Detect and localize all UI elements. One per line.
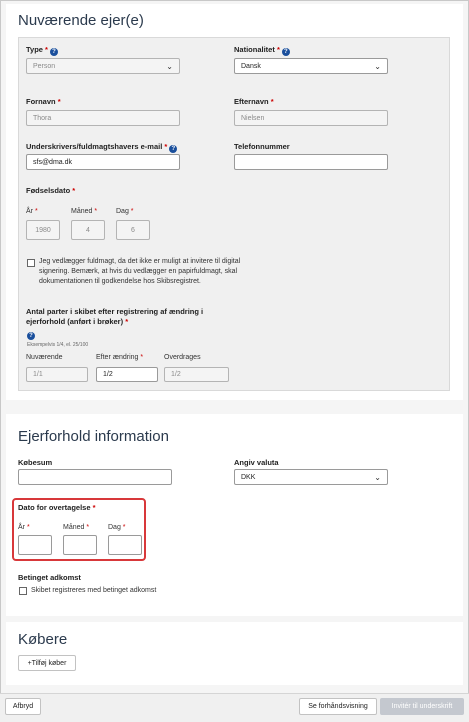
birth-month-input[interactable]: 4: [71, 220, 105, 240]
transfer-day-label: Dag *: [108, 524, 126, 531]
currency-select[interactable]: [234, 469, 388, 485]
phone-label: Telefonnummer: [234, 142, 290, 151]
chevron-down-icon: ⌄: [374, 472, 381, 482]
cancel-button[interactable]: Afbryd: [5, 698, 41, 715]
shares-help-icon[interactable]: ?: [27, 332, 35, 340]
shares-current-label: Nuværende: [26, 354, 63, 361]
birth-year-label: År *: [26, 208, 38, 215]
shares-transferred-label: Overdrages: [164, 354, 201, 361]
nationality-select[interactable]: [234, 58, 388, 74]
preview-button[interactable]: Se forhåndsvisning: [299, 698, 377, 715]
transfer-year-label: År *: [18, 524, 30, 531]
shares-transferred-input[interactable]: 1/2: [164, 367, 229, 382]
add-buyer-button[interactable]: +Tilføj køber: [18, 655, 76, 671]
type-label: Type * ?: [26, 45, 58, 56]
ownership-title: Ejerforhold information: [18, 428, 169, 445]
conditional-title-checkbox-label: Skibet registreres med betinget adkomst: [31, 587, 157, 594]
birth-day-input[interactable]: 6: [116, 220, 150, 240]
buyers-title: Købere: [18, 631, 68, 648]
first-name-label: Fornavn *: [26, 97, 61, 106]
shares-after-label: Efter ændring *: [96, 354, 144, 361]
birth-year-input[interactable]: 1980: [26, 220, 60, 240]
nationality-value: Dansk: [241, 62, 261, 70]
first-name-input[interactable]: Thora: [26, 110, 180, 126]
phone-input[interactable]: [234, 154, 388, 170]
birth-day-label: Dag *: [116, 208, 134, 215]
signer-email-label: Underskrivers/fuldmagtshavers e-mail * ?: [26, 142, 177, 153]
last-name-input[interactable]: Nielsen: [234, 110, 388, 126]
conditional-title-label: Betinget adkomst: [18, 573, 81, 582]
last-name-label: Efternavn *: [234, 97, 274, 106]
shares-label: Antal parter i skibet efter registrering af ændring i ejerforhold (anført i brøker) *: [26, 307, 204, 326]
currency-label: Angiv valuta: [234, 458, 279, 467]
transfer-date-label: Dato for overtagelse *: [18, 503, 96, 512]
buyers-section: [6, 622, 463, 685]
type-help-icon[interactable]: ?: [50, 48, 58, 56]
invite-to-sign-button[interactable]: Invitér til underskrift: [380, 698, 464, 715]
power-of-attorney-text: Jeg vedlægger fuldmagt, da det ikke er muligt at invitere til digital signering. Bemærk, at hvis du vedlægger en papirfuldmagt, skal dokumentationen til godkendelse hos Skibsregistret.: [39, 258, 241, 285]
type-select[interactable]: [26, 58, 180, 74]
conditional-title-checkbox[interactable]: [19, 587, 27, 595]
transfer-day-input[interactable]: [108, 535, 142, 555]
shares-example-text: Eksempelvis 1/4, el. 25/100: [27, 342, 89, 348]
birthdate-label: Fødselsdato *: [26, 186, 76, 195]
transfer-month-input[interactable]: [63, 535, 97, 555]
signer-email-input[interactable]: sfs@dma.dk: [26, 154, 180, 170]
birth-month-label: Måned *: [71, 208, 98, 215]
purchase-price-label: Købesum: [18, 458, 53, 467]
power-of-attorney-checkbox[interactable]: [27, 259, 35, 267]
chevron-down-icon: ⌄: [374, 61, 381, 71]
purchase-price-input[interactable]: [18, 469, 172, 485]
nationality-label: Nationalitet * ?: [234, 45, 290, 56]
shares-after-input[interactable]: 1/2: [96, 367, 158, 382]
chevron-down-icon: ⌄: [166, 61, 173, 71]
nationality-help-icon[interactable]: ?: [282, 48, 290, 56]
email-help-icon[interactable]: ?: [169, 145, 177, 153]
type-value: Person: [33, 62, 56, 70]
owners-title: Nuværende ejer(e): [18, 12, 144, 29]
shares-current-input[interactable]: 1/1: [26, 367, 88, 382]
transfer-year-input[interactable]: [18, 535, 52, 555]
transfer-month-label: Måned *: [63, 524, 90, 531]
currency-value: DKK: [241, 473, 256, 481]
